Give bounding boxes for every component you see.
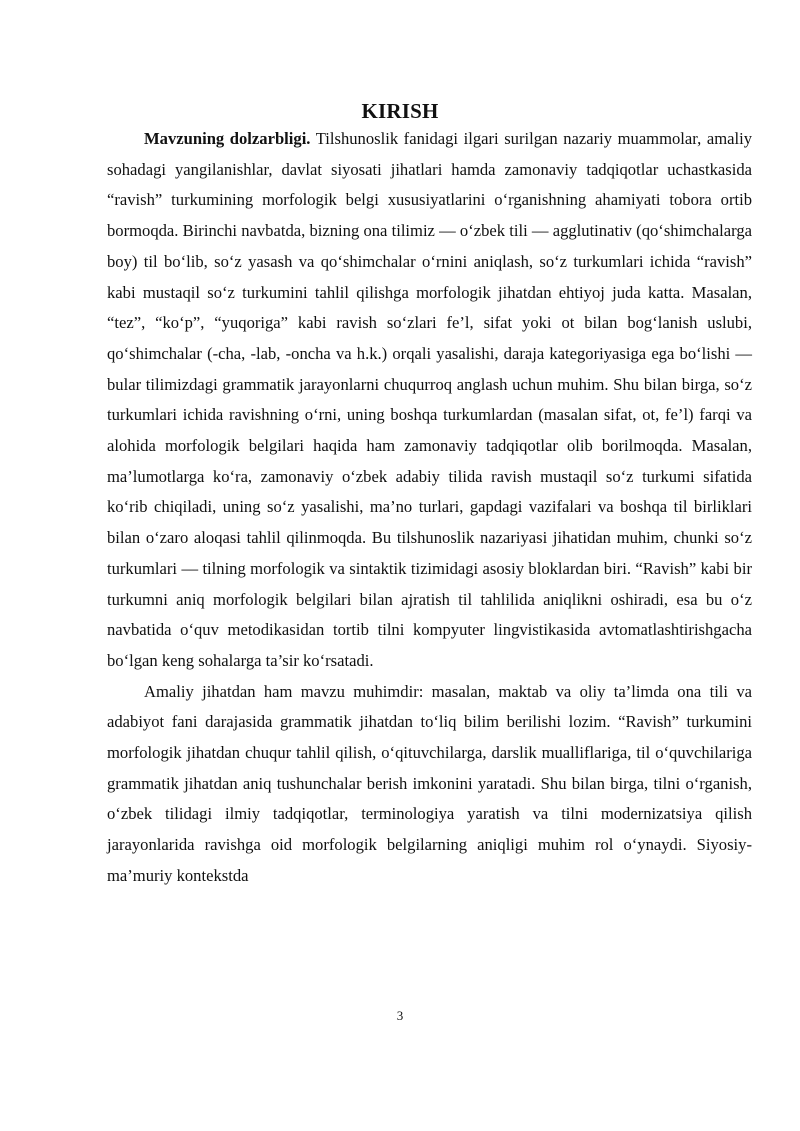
paragraph-lead-heading: Mavzuning dolzarbligi. [144, 129, 311, 148]
body-text [107, 124, 752, 892]
paragraph-practical [107, 677, 752, 892]
paragraph-relevance [107, 124, 752, 677]
page-number: 3 [396, 1008, 404, 1023]
paragraph-text: Amaliy jihatdan ham mavzu muhimdir: masalan, maktab va oliy ta’limda ona tili va adabiyot fani darajasida grammatik jihatdan to‘liq bilim berilishi lozim. “Ravish” turkumini morfologik jihatdan chuqur tahlil qilish, o‘qituvchilarga, darslik mualliflariga, til o‘quvchilariga grammatik jihatdan aniq tushunchalar berish imkonini yaratadi. Shu bilan birga, tilni o‘rganish, o‘zbek tilidagi ilmiy tadqiqotlar, terminologiya yaratish va tilni modernizatsiya qilish jarayonlarida ravishga oid morfologik belgilarning aniqligi muhim rol o‘ynaydi. Siyosiy-ma’muriy kontekstda [107, 681, 752, 885]
paragraph-text: Tilshunoslik fanidagi ilgari surilgan nazariy muammolar, amaliy sohadagi yangilanishlar, davlat siyosati jihatlari hamda zamonaviy tadqiqotlar uchastkasida “ravish” turkumining morfologik belgi xususiyatlarini o‘rganishning ahamiyati tobora ortib bormoqda. Birinchi navbatda, bizning ona tilimiz — o‘zbek tili — agglutinativ (qo‘shimchalarga boy) til bo‘lib, so‘z yasash va qo‘shimchalar o‘rnini aniqlash, so‘z turkumlari ichida “ravish” kabi mustaqil so‘z turkumini tahlil qilishga morfologik jihatdan ehtiyoj juda katta. Masalan, “tez”, “ko‘p”, “yuqoriga” kabi ravish so‘zlari fe’l, sifat yoki ot bilan bog‘lanish uslubi, qo‘shimchalar (-cha, -lab, -oncha va h.k.) orqali yasalishi, daraja kategoriyasiga ega bo‘lishi — bular tilimizdagi grammatik jarayonlarni chuqurroq anglash uchun muhim. Shu bilan birga, so‘z turkumlari ichida ravishning o‘rni, uning boshqa turkumlardan (masalan sifat, ot, fe’l) farqi va alohida morfologik belgilari haqida ham zamonaviy tadqiqotlar olib borilmoqda. Masalan, ma’lumotlarga ko‘ra, zamonaviy o‘zbek adabiy tilida ravish mustaqil so‘z turkumi sifatida ko‘rib chiqiladi, uning so‘z yasalishi, ma’no turlari, gapdagi vazifalari va boshqa til birliklari bilan o‘zaro aloqasi tahlil qilinmoqda. Bu tilshunoslik nazariyasi jihatidan muhim, chunki so‘z turkumlari — tilning morfologik va sintaktik tizimidagi asosiy bloklardan biri. “Ravish” kabi bir turkumni aniq morfologik belgilari bilan ajratish til tahlilida aniqlikni oshiradi, esa bu o‘z navbatida o‘quv metodikasidan tortib tilni kompyuter lingvistikasida avtomatlashtirishgacha bo‘lgan keng sohalarga ta’sir ko‘rsatadi. [107, 129, 753, 670]
section-title: KIRISH [361, 99, 439, 123]
